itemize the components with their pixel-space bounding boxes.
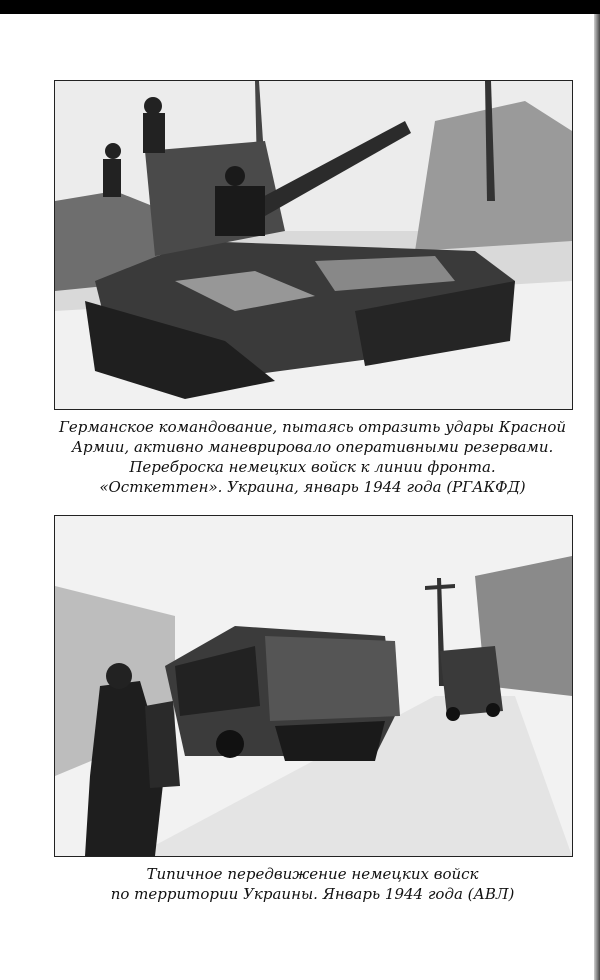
caption-line: Переброска немецких войск к линии фронта. <box>129 458 496 476</box>
caption-line: Германское командование, пытаясь отразить удары Красной <box>58 418 567 436</box>
photo-2-image <box>55 516 572 856</box>
page-edge-shadow <box>594 14 600 980</box>
photo-self-propelled-gun <box>54 80 573 410</box>
photo-1-image <box>55 81 572 409</box>
photo-trucks-on-road <box>54 515 573 857</box>
caption-line: «Осткеттен». Украина, январь 1944 года (РГАКФД) <box>99 478 526 496</box>
caption-line: по территории Украины. Январь 1944 года (АВЛ) <box>110 885 515 903</box>
top-border <box>0 0 600 14</box>
caption-line: Типичное передвижение немецких войск <box>146 865 479 883</box>
photo-2-caption <box>40 864 585 904</box>
photo-1-caption <box>40 417 585 497</box>
caption-line: Армии, активно маневрировало оперативными резервами. <box>71 438 554 456</box>
